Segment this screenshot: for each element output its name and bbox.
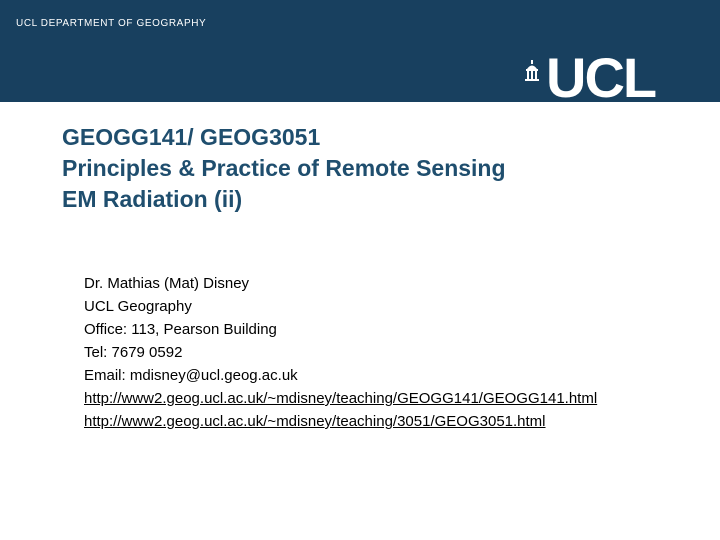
title-line-topic: EM Radiation (ii) <box>62 186 243 212</box>
ucl-logo <box>522 46 684 109</box>
telephone: Tel: 7679 0592 <box>84 344 183 361</box>
title-line-course: GEOGG141/ GEOG3051 <box>62 124 321 150</box>
email: Email: mdisney@ucl.geog.ac.uk <box>84 367 298 384</box>
slide-title <box>62 122 506 215</box>
author-name: Dr. Mathias (Mat) Disney <box>84 275 250 292</box>
portico-icon <box>524 60 540 84</box>
title-line-module: Principles & Practice of Remote Sensing <box>62 155 506 181</box>
course-link-geog3051[interactable]: http://www2.geog.ucl.ac.uk/~mdisney/teaching/3051/GEOG3051.html <box>84 413 546 430</box>
contact-details <box>84 272 597 433</box>
logo-text: UCL <box>546 46 656 109</box>
course-link-geogg141[interactable]: http://www2.geog.ucl.ac.uk/~mdisney/teaching/GEOGG141/GEOGG141.html <box>84 390 598 407</box>
department-label: UCL DEPARTMENT OF GEOGRAPHY <box>16 18 207 29</box>
header-banner <box>0 0 720 109</box>
affiliation: UCL Geography <box>84 298 192 315</box>
office: Office: 113, Pearson Building <box>84 321 277 338</box>
